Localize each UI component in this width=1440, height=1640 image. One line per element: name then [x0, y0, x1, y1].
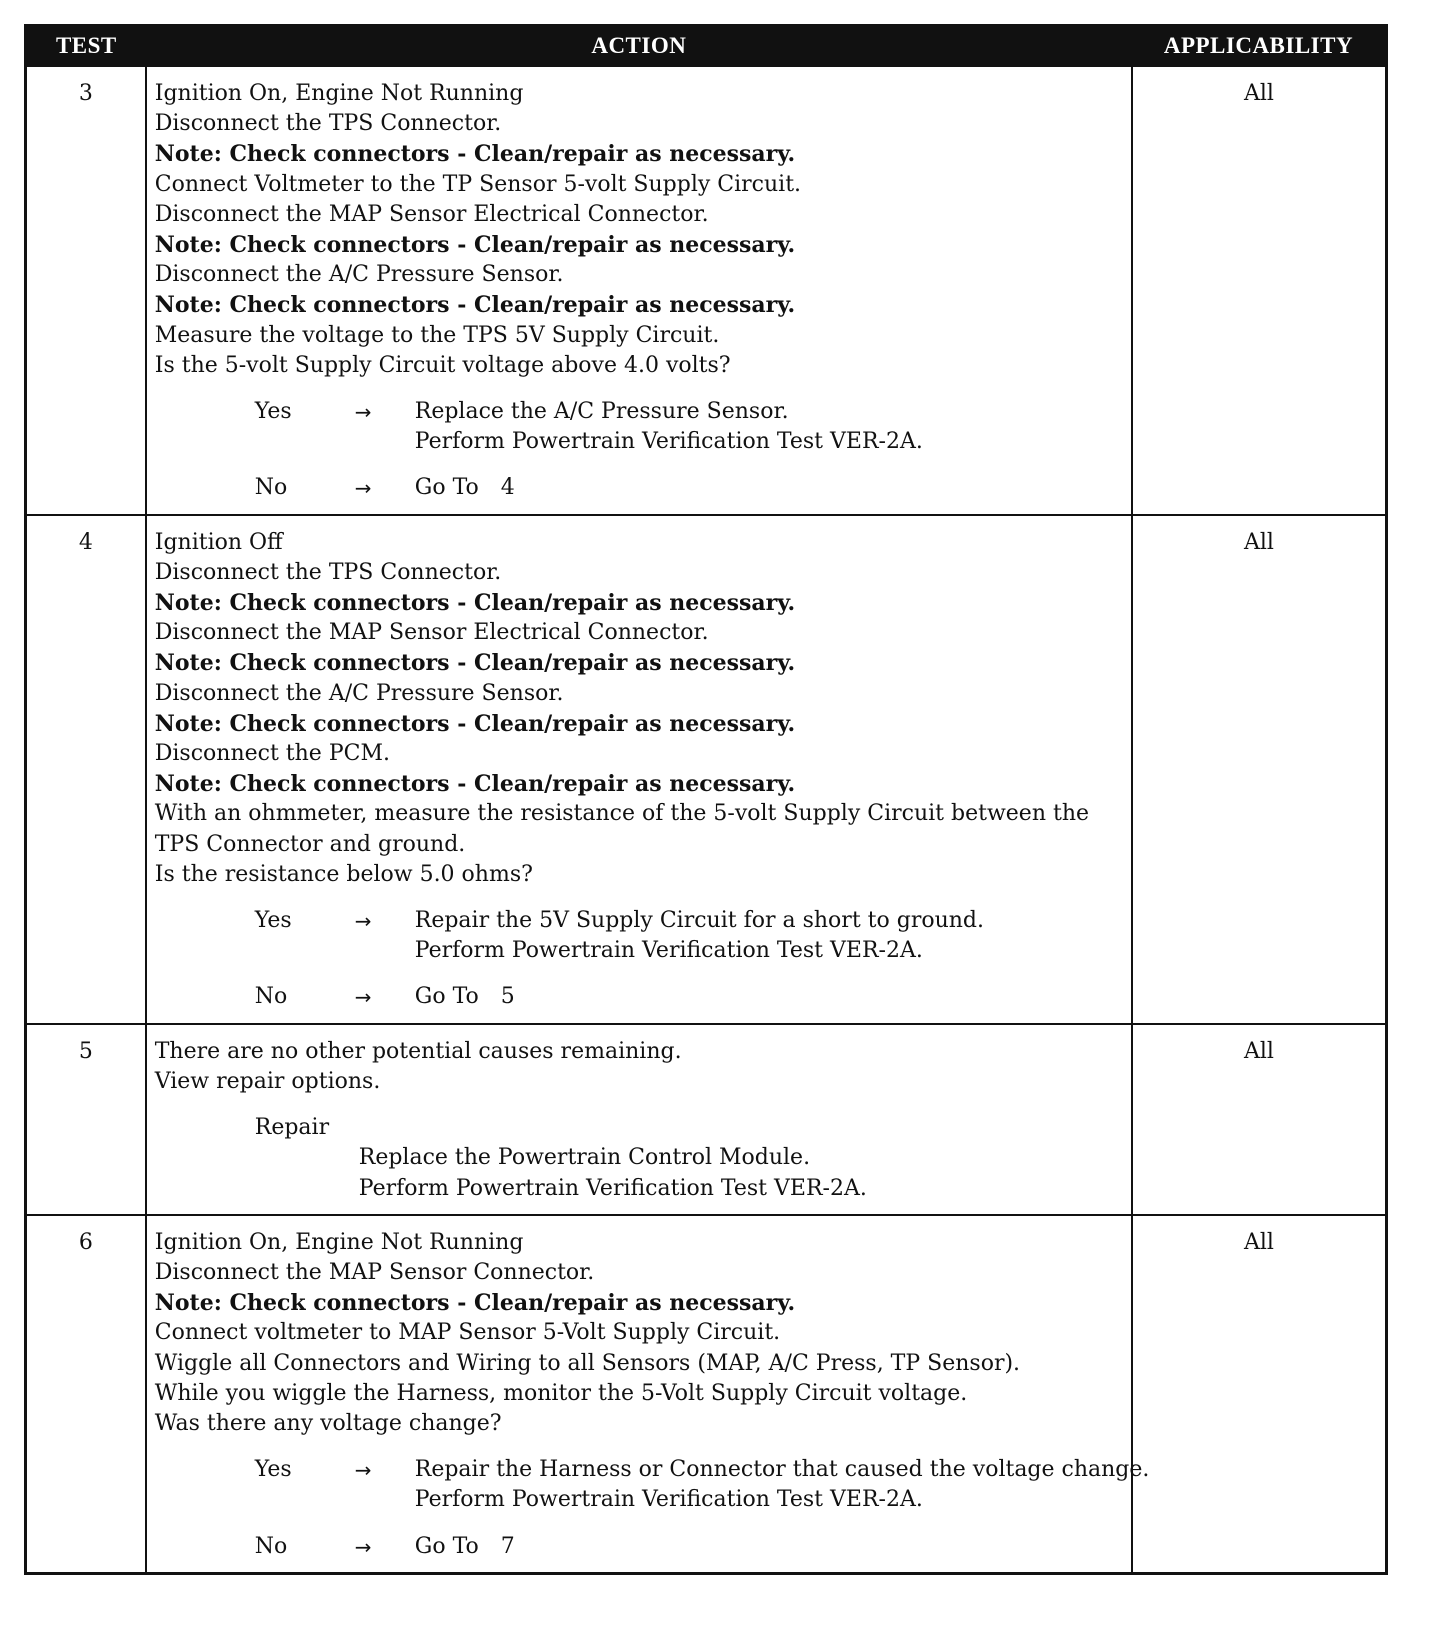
right-arrow-icon: → [354, 1458, 372, 1483]
instruction-line: Disconnect the A/C Pressure Sensor. [154, 680, 564, 706]
no-result [255, 473, 1123, 503]
result-options [155, 906, 1123, 1013]
applicability-value: All [1243, 529, 1274, 555]
note-line: Note: Check connectors - Clean/repair as necessary. [154, 292, 796, 319]
instruction-line: View repair options. [154, 1068, 381, 1094]
instruction-line: Measure the voltage to the TPS 5V Supply Circuit. [154, 322, 720, 348]
applicability-cell [1132, 1215, 1387, 1574]
table-body [26, 66, 1387, 1573]
goto-label: Go To [414, 984, 479, 1010]
action-text [147, 1025, 1131, 1214]
applicability-value: All [1243, 1229, 1274, 1255]
applicability-value: All [1243, 1038, 1274, 1064]
no-label: No [254, 475, 288, 501]
no-result [255, 982, 1123, 1012]
instruction-line: Disconnect the TPS Connector. [154, 559, 502, 585]
action-text [147, 1216, 1150, 1572]
table-row [26, 1024, 1387, 1215]
no-result [255, 1532, 1123, 1562]
table-row [26, 515, 1387, 1024]
yes-label: Yes [254, 1457, 292, 1483]
right-arrow-icon: → [354, 1534, 372, 1559]
applicability-cell [1132, 1024, 1387, 1215]
right-arrow-icon: → [354, 400, 372, 425]
no-label: No [254, 1533, 288, 1559]
instruction-line: With an ohmmeter, measure the resistance of the 5-volt Supply Circuit between the [154, 801, 1090, 827]
test-cell [26, 1024, 146, 1215]
instruction-line: Ignition On, Engine Not Running [154, 1229, 524, 1255]
applicability-cell [1132, 66, 1387, 515]
yes-instruction-line: Perform Powertrain Verification Test VER-2A. [414, 938, 923, 964]
repair-instructions [359, 1143, 1123, 1203]
action-cell [146, 1215, 1150, 1574]
goto-label: Go To [414, 1533, 479, 1559]
yes-instruction-line: Perform Powertrain Verification Test VER-2A. [414, 429, 923, 455]
instruction-line: Connect Voltmeter to the TP Sensor 5-volt Supply Circuit. [154, 171, 802, 197]
yes-instruction-line: Perform Powertrain Verification Test VER-2A. [414, 1487, 923, 1513]
yes-instruction-line: Replace the A/C Pressure Sensor. [414, 399, 789, 425]
header-test: TEST [26, 26, 146, 67]
applicability-cell [1132, 515, 1387, 1024]
instruction-line: While you wiggle the Harness, monitor the 5-Volt Supply Circuit voltage. [154, 1380, 968, 1406]
instruction-line: Ignition On, Engine Not Running [154, 81, 524, 106]
yes-result [255, 906, 1123, 966]
goto-instruction [415, 982, 1123, 1012]
table-header-row [26, 26, 1387, 67]
diagnostic-test-table [24, 24, 1388, 1575]
note-line: Note: Check connectors - Clean/repair as necessary. [154, 710, 796, 737]
note-line: Note: Check connectors - Clean/repair as necessary. [154, 232, 796, 259]
note-line: Note: Check connectors - Clean/repair as necessary. [154, 1290, 796, 1317]
applicability-value: All [1243, 81, 1274, 106]
repair-instruction-line: Replace the Powertrain Control Module. [358, 1145, 811, 1171]
action-cell [146, 515, 1132, 1024]
goto-instruction [415, 1532, 1123, 1562]
test-cell [26, 515, 146, 1024]
instruction-line: Disconnect the TPS Connector. [154, 111, 502, 137]
goto-test-number: 5 [500, 984, 515, 1010]
repair-label: Repair [254, 1115, 330, 1141]
header-action: ACTION [146, 26, 1132, 67]
goto-label: Go To [414, 475, 479, 501]
instruction-line: Disconnect the PCM. [154, 741, 390, 767]
yes-result [254, 1455, 1150, 1515]
repair-options [255, 1113, 1123, 1204]
test-cell [26, 1215, 146, 1574]
yes-instructions [415, 1455, 1150, 1515]
yes-instruction-line: Repair the 5V Supply Circuit for a short to ground. [414, 908, 984, 934]
right-arrow-icon: → [354, 909, 372, 934]
test-number: 6 [78, 1229, 93, 1255]
result-options [155, 1455, 1150, 1562]
action-cell [146, 1024, 1132, 1215]
instruction-line: Disconnect the A/C Pressure Sensor. [154, 262, 564, 288]
instruction-line: Is the resistance below 5.0 ohms? [154, 861, 533, 887]
goto-test-number: 4 [500, 475, 515, 501]
action-text [147, 516, 1131, 1023]
yes-result [255, 397, 1123, 457]
right-arrow-icon: → [354, 476, 372, 501]
test-number: 3 [78, 81, 93, 106]
yes-instruction-line: Repair the Harness or Connector that caused the voltage change. [414, 1457, 1150, 1483]
note-line: Note: Check connectors - Clean/repair as necessary. [154, 590, 796, 617]
table-row [26, 66, 1387, 515]
yes-instructions [415, 906, 1123, 966]
action-cell [146, 66, 1132, 515]
note-line: Note: Check connectors - Clean/repair as necessary. [154, 650, 796, 677]
note-line: Note: Check connectors - Clean/repair as necessary. [154, 141, 796, 168]
yes-label: Yes [254, 399, 292, 425]
test-cell [26, 66, 146, 515]
instruction-line: Disconnect the MAP Sensor Connector. [154, 1259, 595, 1285]
yes-label: Yes [254, 908, 292, 934]
instruction-line: Disconnect the MAP Sensor Electrical Connector. [154, 201, 709, 227]
instruction-line: Disconnect the MAP Sensor Electrical Connector. [154, 620, 709, 646]
instruction-line: Wiggle all Connectors and Wiring to all Sensors (MAP, A/C Press, TP Sensor). [154, 1350, 1021, 1376]
repair-instruction-line: Perform Powertrain Verification Test VER-2A. [358, 1175, 867, 1201]
goto-test-number: 7 [500, 1533, 515, 1559]
note-line: Note: Check connectors - Clean/repair as necessary. [154, 771, 796, 798]
table-row [26, 1215, 1387, 1574]
result-options [155, 397, 1123, 504]
instruction-line: TPS Connector and ground. [154, 831, 466, 857]
instruction-line: Connect voltmeter to MAP Sensor 5-Volt Supply Circuit. [154, 1320, 781, 1346]
instruction-line: Ignition Off [154, 529, 283, 555]
no-label: No [254, 984, 288, 1010]
yes-instructions [415, 397, 1123, 457]
action-text [147, 67, 1131, 514]
test-number: 4 [78, 529, 93, 555]
instruction-line: Is the 5-volt Supply Circuit voltage above 4.0 volts? [154, 352, 731, 378]
header-applicability: APPLICABILITY [1132, 26, 1387, 67]
instruction-line: There are no other potential causes remaining. [154, 1038, 682, 1064]
goto-instruction [415, 473, 1123, 503]
instruction-line: Was there any voltage change? [154, 1410, 502, 1436]
test-number: 5 [78, 1038, 93, 1064]
right-arrow-icon: → [354, 985, 372, 1010]
